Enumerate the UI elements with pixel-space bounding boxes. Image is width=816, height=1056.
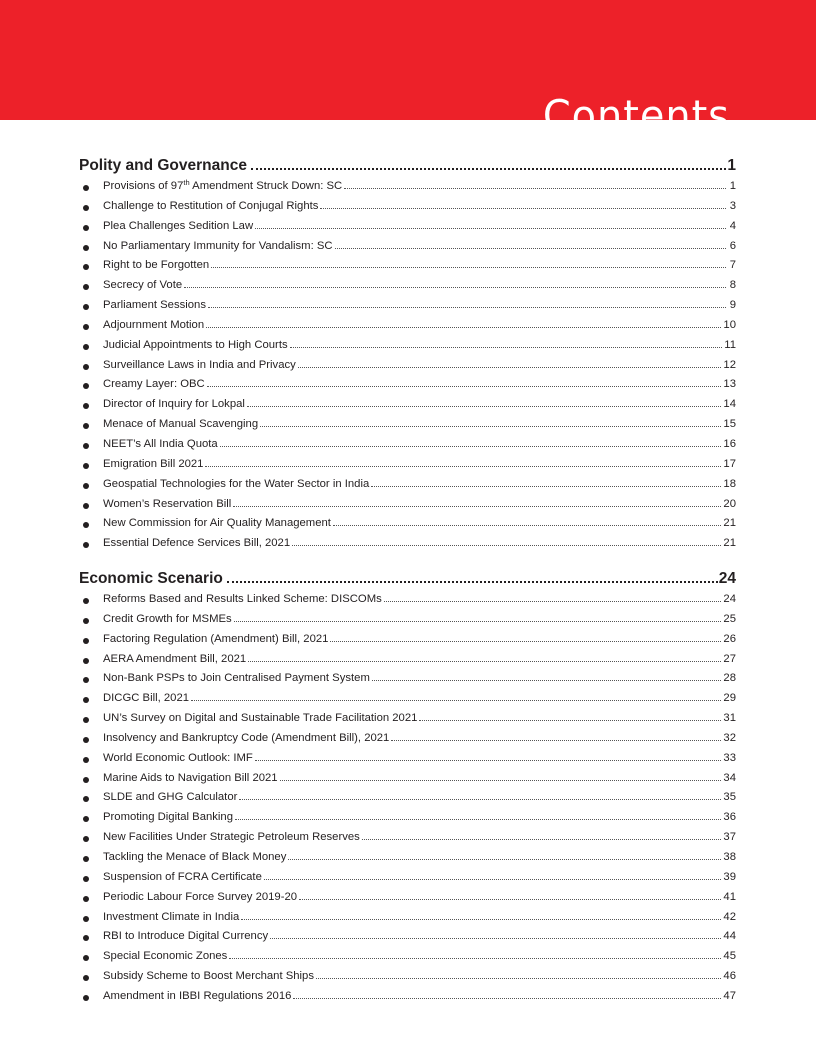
entry-page-number: 38 bbox=[723, 851, 736, 863]
ordinal-superscript: th bbox=[183, 178, 190, 187]
entry-title-text: New Facilities Under Strategic Petroleum Reserves bbox=[103, 831, 360, 844]
bullet-icon bbox=[79, 610, 103, 630]
dot-leader bbox=[211, 267, 726, 268]
bullet-icon bbox=[79, 927, 103, 947]
dot-leader bbox=[191, 700, 721, 701]
entry-page-number: 29 bbox=[723, 692, 736, 705]
entry-page-number: 8 bbox=[729, 279, 736, 292]
entry-title bbox=[103, 514, 333, 534]
bullet-icon bbox=[79, 749, 103, 769]
dot-leader bbox=[229, 958, 721, 959]
dot-leader bbox=[207, 386, 722, 387]
bullet-icon bbox=[79, 650, 103, 670]
entry-title bbox=[103, 808, 235, 828]
entry-title-text: Menace of Manual Scavenging bbox=[103, 418, 259, 431]
entry-page-number: 24 bbox=[723, 593, 736, 606]
entry-title bbox=[103, 788, 239, 808]
entry-title bbox=[103, 415, 260, 435]
entry-title bbox=[103, 967, 316, 987]
entry-title-text: Credit Growth for MSMEs bbox=[103, 612, 232, 625]
bullet-icon bbox=[79, 808, 103, 828]
entry-title bbox=[103, 828, 362, 848]
dot-leader bbox=[384, 601, 722, 602]
entry-title-text: Special Economic Zones bbox=[103, 950, 228, 963]
section-title: Economic Scenario bbox=[79, 570, 223, 588]
entry-title-text: Director of Inquiry for Lokpal bbox=[103, 398, 245, 411]
toc-entry[interactable] bbox=[79, 336, 736, 356]
bullet-icon bbox=[79, 514, 103, 534]
dot-leader bbox=[371, 486, 721, 487]
entry-page-number: 1 bbox=[729, 180, 736, 192]
bullet-icon bbox=[79, 729, 103, 749]
bullet-icon bbox=[79, 375, 103, 395]
entry-title-text: Challenge to Restitution of Conjugal Rights bbox=[103, 199, 319, 212]
entry-page-number: 14 bbox=[723, 398, 736, 411]
entry-page-number: 17 bbox=[723, 457, 736, 470]
toc-entry[interactable] bbox=[79, 888, 736, 908]
dot-leader bbox=[270, 938, 721, 939]
entry-title-text: Women’s Reservation Bill bbox=[103, 497, 232, 510]
dot-leader bbox=[208, 307, 726, 308]
entry-page-number: 44 bbox=[723, 930, 736, 943]
toc-entry[interactable] bbox=[79, 669, 736, 689]
entry-title bbox=[103, 610, 234, 630]
toc-entry[interactable] bbox=[79, 296, 736, 316]
toc-entry[interactable] bbox=[79, 415, 736, 435]
entry-title-text: Plea Challenges Sedition Law bbox=[103, 219, 254, 232]
entry-page-number: 20 bbox=[723, 497, 736, 510]
dot-leader bbox=[320, 208, 726, 209]
toc-entry[interactable] bbox=[79, 514, 736, 534]
entry-title-text: Amendment in IBBI Regulations 2016 bbox=[103, 989, 292, 1002]
toc-entry[interactable] bbox=[79, 177, 736, 197]
bullet-icon bbox=[79, 534, 103, 554]
bullet-icon bbox=[79, 217, 103, 237]
toc-entry[interactable] bbox=[79, 729, 736, 749]
bullet-icon bbox=[79, 788, 103, 808]
entry-title bbox=[103, 689, 191, 709]
toc-section bbox=[79, 568, 736, 1007]
dot-leader bbox=[247, 406, 722, 407]
entry-page-number: 27 bbox=[723, 652, 736, 665]
dot-leader bbox=[241, 919, 721, 920]
dot-leader bbox=[362, 839, 722, 840]
entry-title bbox=[103, 217, 255, 237]
bullet-icon bbox=[79, 455, 103, 475]
toc-entry[interactable] bbox=[79, 808, 736, 828]
toc-entry[interactable] bbox=[79, 927, 736, 947]
dot-leader bbox=[233, 506, 721, 507]
entry-title-text: Marine Aids to Navigation Bill 2021 bbox=[103, 771, 278, 784]
entry-page-number: 9 bbox=[729, 299, 736, 312]
entry-title bbox=[103, 316, 206, 336]
entry-title bbox=[103, 769, 280, 789]
entry-page-number: 6 bbox=[729, 239, 736, 252]
entry-title bbox=[103, 336, 290, 356]
entry-title bbox=[103, 296, 208, 316]
entry-page-number: 21 bbox=[723, 517, 736, 530]
entry-title-text: Tackling the Menace of Black Money bbox=[103, 851, 287, 863]
toc-section bbox=[79, 155, 736, 554]
entry-page-number: 12 bbox=[723, 358, 736, 371]
bullet-icon bbox=[79, 689, 103, 709]
entry-page-number: 10 bbox=[723, 318, 736, 331]
entry-page-number: 15 bbox=[723, 418, 736, 431]
bullet-icon bbox=[79, 237, 103, 257]
toc-entry[interactable] bbox=[79, 630, 736, 650]
entry-title bbox=[103, 455, 205, 475]
dot-leader bbox=[372, 680, 722, 681]
entry-title-text: Essential Defence Services Bill, 2021 bbox=[103, 537, 291, 550]
entry-page-number: 32 bbox=[723, 731, 736, 744]
entry-page-number: 46 bbox=[723, 970, 736, 983]
entry-title bbox=[103, 237, 335, 257]
bullet-icon bbox=[79, 888, 103, 908]
entry-title-text: World Economic Outlook: IMF bbox=[103, 751, 253, 764]
entry-title-text: NEET’s All India Quota bbox=[103, 437, 218, 450]
dot-leader bbox=[234, 621, 722, 622]
toc-entry[interactable] bbox=[79, 610, 736, 630]
header-band bbox=[0, 0, 816, 141]
toc-entry[interactable] bbox=[79, 237, 736, 257]
bullet-icon bbox=[79, 296, 103, 316]
toc-item-list bbox=[79, 177, 736, 554]
toc-entry[interactable] bbox=[79, 749, 736, 769]
entry-title-text: Judicial Appointments to High Courts bbox=[103, 338, 288, 351]
entry-title bbox=[103, 868, 264, 888]
entry-page-number: 28 bbox=[723, 672, 736, 685]
entry-title-text: RBI to Introduce Digital Currency bbox=[103, 930, 269, 943]
entry-title bbox=[103, 650, 248, 670]
entry-title bbox=[103, 630, 330, 650]
toc-section-heading[interactable] bbox=[79, 155, 736, 177]
bullet-icon bbox=[79, 395, 103, 415]
entry-page-number: 21 bbox=[723, 537, 736, 550]
entry-page-number: 4 bbox=[729, 219, 736, 232]
dot-leader bbox=[205, 466, 721, 467]
toc-entry[interactable] bbox=[79, 769, 736, 789]
entry-title bbox=[103, 947, 229, 967]
entry-title bbox=[103, 534, 292, 554]
toc-entry[interactable] bbox=[79, 197, 736, 217]
toc-entry[interactable] bbox=[79, 455, 736, 475]
bullet-icon bbox=[79, 415, 103, 435]
entry-page-number: 26 bbox=[723, 632, 736, 645]
entry-page-number: 25 bbox=[723, 612, 736, 625]
bullet-icon bbox=[79, 495, 103, 515]
toc-entry[interactable] bbox=[79, 256, 736, 276]
toc-entry[interactable] bbox=[79, 868, 736, 888]
entry-page-number: 16 bbox=[723, 437, 736, 450]
dot-leader bbox=[255, 760, 722, 761]
entry-title-text: Geospatial Technologies for the Water Sector in India bbox=[103, 477, 370, 490]
dot-leader bbox=[288, 859, 721, 860]
entry-title-text: No Parliamentary Immunity for Vandalism: SC bbox=[103, 239, 333, 252]
toc-entry[interactable] bbox=[79, 947, 736, 967]
entry-title-text: Reforms Based and Results Linked Scheme: DISCOMs bbox=[103, 593, 382, 606]
toc-entry[interactable] bbox=[79, 475, 736, 495]
entry-title-text: Suspension of FCRA Certificate bbox=[103, 870, 262, 883]
entry-page-number: 34 bbox=[723, 771, 736, 784]
entry-title-text: DICGC Bill, 2021 bbox=[103, 692, 190, 705]
toc-entry[interactable] bbox=[79, 534, 736, 554]
entry-page-number: 11 bbox=[724, 338, 736, 351]
toc-entry[interactable] bbox=[79, 828, 736, 848]
entry-title bbox=[103, 256, 211, 276]
entry-title-text: Subsidy Scheme to Boost Merchant Ships bbox=[103, 970, 314, 983]
toc-entry[interactable] bbox=[79, 395, 736, 415]
toc-entry[interactable] bbox=[79, 650, 736, 670]
bullet-icon bbox=[79, 256, 103, 276]
entry-title bbox=[103, 908, 241, 928]
entry-title bbox=[103, 475, 371, 495]
entry-title bbox=[103, 709, 419, 729]
entry-title-text: Emigration Bill 2021 bbox=[103, 457, 204, 470]
entry-title-text: Creamy Layer: OBC bbox=[103, 378, 205, 391]
bullet-icon bbox=[79, 947, 103, 967]
toc-entry[interactable] bbox=[79, 375, 736, 395]
toc-entry[interactable] bbox=[79, 709, 736, 729]
entry-page-number: 36 bbox=[723, 811, 736, 824]
toc-entry[interactable] bbox=[79, 967, 736, 987]
toc-entry[interactable] bbox=[79, 848, 736, 868]
toc-entry[interactable] bbox=[79, 276, 736, 296]
entry-page-number: 7 bbox=[729, 259, 736, 272]
dot-leader bbox=[255, 228, 726, 229]
bullet-icon bbox=[79, 967, 103, 987]
entry-title bbox=[103, 987, 293, 1007]
dot-leader bbox=[264, 879, 722, 880]
table-of-contents bbox=[79, 155, 736, 1021]
entry-title-text: Promoting Digital Banking bbox=[103, 811, 233, 824]
toc-entry[interactable] bbox=[79, 435, 736, 455]
bullet-icon bbox=[79, 769, 103, 789]
entry-title-text: AERA Amendment Bill, 2021 bbox=[103, 652, 247, 665]
page-title: Contents bbox=[542, 91, 730, 141]
dot-leader bbox=[330, 641, 721, 642]
entry-title-text: Factoring Regulation (Amendment) Bill, 2021 bbox=[103, 632, 329, 645]
entry-title bbox=[103, 848, 288, 868]
toc-section-heading[interactable] bbox=[79, 568, 736, 590]
entry-title bbox=[103, 177, 344, 197]
entry-title bbox=[103, 590, 384, 610]
toc-entry[interactable] bbox=[79, 689, 736, 709]
entry-title bbox=[103, 197, 320, 217]
entry-title bbox=[103, 276, 184, 296]
entry-title-text: Provisions of 97 bbox=[103, 180, 184, 192]
toc-entry[interactable] bbox=[79, 356, 736, 376]
entry-title-text-cont: Amendment Struck Down: SC bbox=[189, 180, 343, 192]
bullet-icon bbox=[79, 197, 103, 217]
bullet-icon bbox=[79, 669, 103, 689]
dot-leader bbox=[251, 168, 726, 170]
entry-title-text: Surveillance Laws in India and Privacy bbox=[103, 358, 296, 371]
dot-leader bbox=[260, 426, 721, 427]
bullet-icon bbox=[79, 435, 103, 455]
section-page-number: 24 bbox=[718, 570, 736, 588]
entry-title-text: Non-Bank PSPs to Join Centralised Payment System bbox=[103, 672, 370, 685]
entry-page-number: 45 bbox=[723, 950, 736, 963]
entry-page-number: 3 bbox=[729, 199, 736, 212]
dot-leader bbox=[184, 287, 726, 288]
bullet-icon bbox=[79, 356, 103, 376]
bullet-icon bbox=[79, 177, 103, 197]
dot-leader bbox=[280, 780, 722, 781]
entry-title bbox=[103, 495, 233, 515]
entry-title-text: Adjournment Motion bbox=[103, 318, 205, 331]
bullet-icon bbox=[79, 828, 103, 848]
entry-title-text: Investment Climate in India bbox=[103, 910, 240, 923]
entry-title bbox=[103, 435, 220, 455]
entry-page-number: 33 bbox=[723, 751, 736, 764]
dot-leader bbox=[239, 799, 721, 800]
dot-leader bbox=[335, 248, 726, 249]
bullet-icon bbox=[79, 475, 103, 495]
dot-leader bbox=[344, 188, 726, 189]
entry-title-text: UN’s Survey on Digital and Sustainable Trade Facilitation 2021 bbox=[103, 712, 418, 725]
toc-item-list bbox=[79, 590, 736, 1007]
bullet-icon bbox=[79, 709, 103, 729]
dot-leader bbox=[293, 998, 721, 999]
dot-leader bbox=[206, 327, 721, 328]
dot-leader bbox=[292, 545, 721, 546]
entry-page-number: 13 bbox=[723, 378, 736, 391]
dot-leader bbox=[299, 899, 721, 900]
bullet-icon bbox=[79, 590, 103, 610]
dot-leader bbox=[290, 347, 723, 348]
entry-page-number: 42 bbox=[723, 910, 736, 923]
toc-entry[interactable] bbox=[79, 217, 736, 237]
bullet-icon bbox=[79, 316, 103, 336]
bullet-icon bbox=[79, 868, 103, 888]
dot-leader bbox=[316, 978, 721, 979]
entry-title-text: Secrecy of Vote bbox=[103, 279, 183, 292]
bullet-icon bbox=[79, 987, 103, 1007]
entry-title bbox=[103, 395, 247, 415]
entry-page-number: 35 bbox=[723, 791, 736, 804]
toc-entry[interactable] bbox=[79, 316, 736, 336]
toc-entry[interactable] bbox=[79, 788, 736, 808]
toc-entry[interactable] bbox=[79, 987, 736, 1007]
toc-entry[interactable] bbox=[79, 590, 736, 610]
entry-page-number: 39 bbox=[723, 870, 736, 883]
entry-title-text: Insolvency and Bankruptcy Code (Amendment Bill), 2021 bbox=[103, 731, 390, 744]
entry-title bbox=[103, 749, 255, 769]
bullet-icon bbox=[79, 908, 103, 928]
entry-title-text: Parliament Sessions bbox=[103, 299, 206, 312]
dot-leader bbox=[419, 720, 721, 721]
entry-title bbox=[103, 927, 270, 947]
dot-leader bbox=[391, 740, 721, 741]
entry-title bbox=[103, 356, 298, 376]
bullet-icon bbox=[79, 848, 103, 868]
entry-page-number: 37 bbox=[723, 831, 736, 844]
bullet-icon bbox=[79, 276, 103, 296]
entry-title-text: New Commission for Air Quality Management bbox=[103, 517, 331, 530]
dot-leader bbox=[235, 819, 721, 820]
dot-leader bbox=[333, 525, 722, 526]
toc-entry[interactable] bbox=[79, 495, 736, 515]
entry-page-number: 47 bbox=[723, 989, 736, 1002]
dot-leader bbox=[298, 367, 722, 368]
dot-leader bbox=[227, 581, 718, 583]
section-title: Polity and Governance bbox=[79, 157, 247, 174]
entry-page-number: 41 bbox=[723, 890, 736, 903]
entry-page-number: 31 bbox=[723, 712, 736, 725]
section-page-number: 1 bbox=[727, 157, 736, 174]
toc-entry[interactable] bbox=[79, 908, 736, 928]
entry-title bbox=[103, 375, 207, 395]
entry-title bbox=[103, 669, 372, 689]
entry-title-text: SLDE and GHG Calculator bbox=[103, 791, 238, 804]
entry-title-text: Periodic Labour Force Survey 2019-20 bbox=[103, 890, 298, 903]
dot-leader bbox=[248, 661, 721, 662]
bullet-icon bbox=[79, 630, 103, 650]
entry-page-number: 18 bbox=[723, 477, 736, 490]
dot-leader bbox=[220, 446, 722, 447]
bullet-icon bbox=[79, 336, 103, 356]
entry-title bbox=[103, 729, 391, 749]
entry-title-text: Right to be Forgotten bbox=[103, 259, 210, 272]
entry-title bbox=[103, 888, 299, 908]
